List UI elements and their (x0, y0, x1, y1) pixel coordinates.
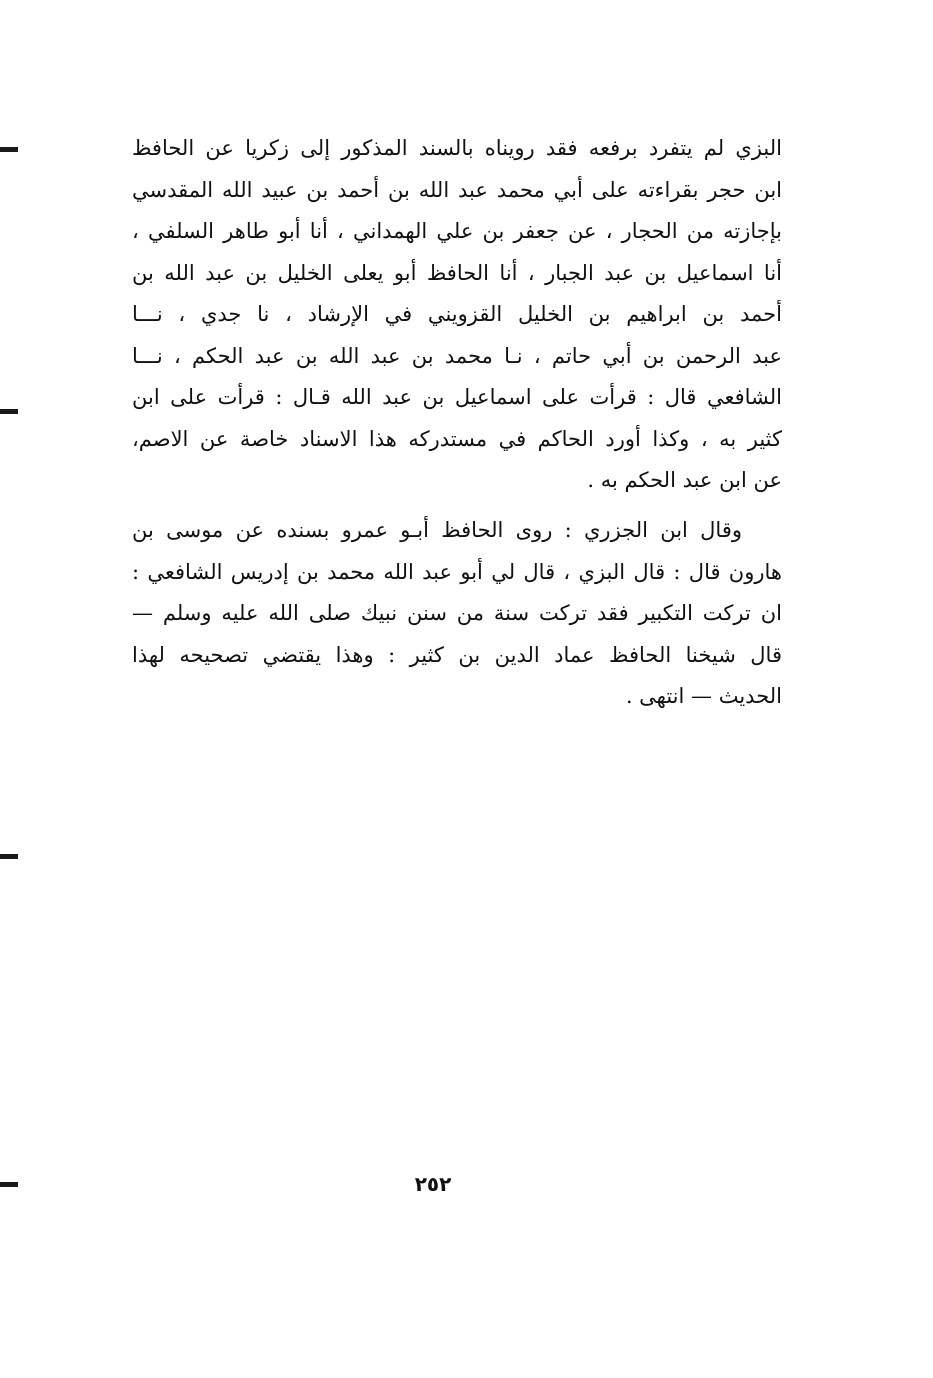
margin-mark (0, 147, 18, 152)
text-line: عبد الرحمن بن أبي حاتم ، نـا محمد بن عبد الله بن عبد الحكم ، نـــا (132, 343, 782, 368)
text-line: بإجازته من الحجار ، عن جعفر بن علي الهمداني ، أنا أبو طاهر السلفي ، (132, 219, 782, 243)
text-line: الشافعي قال : قرأت على اسماعيل بن عبد الله قـال : قرأت على ابن (132, 385, 782, 409)
text-line: هارون قال : قال البزي ، قال لي أبو عبد الله محمد بن إدريس الشافعي : (132, 559, 782, 584)
margin-mark (0, 409, 18, 414)
text-line: البزي لم يتفرد برفعه فقد رويناه بالسند المذكور إلى زكريا عن الحافظ (132, 136, 782, 160)
text-line: عن ابن عبد الحكم به . (587, 468, 782, 492)
text-line: الحديث — انتهى . (625, 684, 782, 708)
text-line: ابن حجر بقراءته على أبي محمد عبد الله بن أحمد بن عبيد الله المقدسي (132, 177, 782, 202)
text-line: وقال ابن الجزري : روى الحافظ أبـو عمرو بسنده عن موسى بن (132, 518, 742, 542)
text-line: كثير به ، وكذا أورد الحاكم في مستدركه هذا الاسناد خاصة عن الاصم، (132, 426, 782, 451)
margin-mark (0, 854, 18, 859)
paragraph-2 (132, 510, 782, 718)
text-line: أحمد بن ابراهيم بن الخليل القزويني في الإرشاد ، نا جدي ، نـــا (132, 302, 782, 326)
text-line: قال شيخنا الحافظ عماد الدين بن كثير : وهذا يقتضي تصحيحه لهذا (132, 642, 782, 667)
page-number: ٢٥٢ (414, 1172, 452, 1196)
text-line: ان تركت التكبير فقد تركت سنة من سنن نبيك صلى الله عليه وسلم — (132, 601, 782, 625)
paragraph-1 (132, 128, 782, 502)
text-line: أنا اسماعيل بن عبد الجبار ، أنا الحافظ أبو يعلى الخليل بن عبد الله بن (132, 260, 782, 285)
